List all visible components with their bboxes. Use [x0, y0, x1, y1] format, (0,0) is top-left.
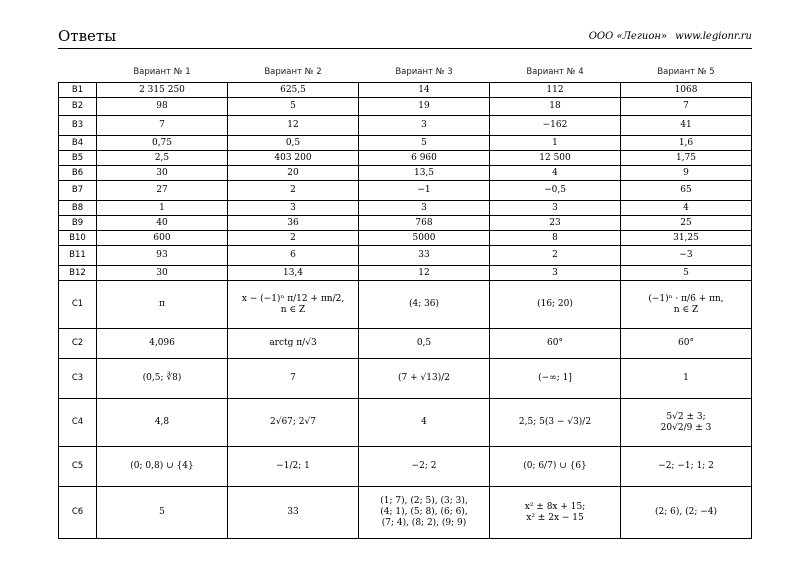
page-title: Ответы: [58, 27, 117, 45]
answer-cell: (1; 7), (2; 5), (3; 3), (4; 1), (5; 8), (6; 6), (7; 4), (8; 2), (9; 9): [359, 487, 490, 539]
answer-cell: (2; 6), (2; −4): [621, 487, 752, 539]
answer-cell: arctg π/√3: [228, 329, 359, 359]
table-row: [59, 359, 752, 399]
row-label: B6: [59, 166, 97, 181]
row-label: B2: [59, 98, 97, 116]
row-label: B9: [59, 216, 97, 231]
answer-cell: (0,5; ∛8): [97, 359, 228, 399]
table-row: [59, 98, 752, 116]
answer-cell: 4: [621, 201, 752, 216]
table-row: [59, 83, 752, 98]
answer-cell: (0; 6/7) ∪ {6}: [490, 447, 621, 487]
table-row: [59, 166, 752, 181]
answer-cell: 31,25: [621, 231, 752, 246]
row-label: C6: [59, 487, 97, 539]
row-label: C3: [59, 359, 97, 399]
answer-cell: (−1)ⁿ · π/6 + πn, n ∈ Z: [621, 281, 752, 329]
table-row: [59, 151, 752, 166]
answer-cell: 2: [490, 246, 621, 266]
answer-cell: 36: [228, 216, 359, 231]
row-label: C2: [59, 329, 97, 359]
answer-cell: (4; 36): [359, 281, 490, 329]
row-label: B4: [59, 136, 97, 151]
answer-cell: 5: [621, 266, 752, 281]
answer-cell: 2 315 250: [97, 83, 228, 98]
answer-cell: 5: [228, 98, 359, 116]
column-header: Вариант № 5: [621, 62, 752, 83]
answer-cell: 9: [621, 166, 752, 181]
answer-cell: 60°: [621, 329, 752, 359]
table-row: [59, 136, 752, 151]
answer-cell: 1,75: [621, 151, 752, 166]
answer-cell: −162: [490, 116, 621, 136]
answer-cell: 0,5: [228, 136, 359, 151]
answer-cell: 3: [228, 201, 359, 216]
answer-cell: 93: [97, 246, 228, 266]
table-row: [59, 216, 752, 231]
answer-cell: 1: [621, 359, 752, 399]
table-row: [59, 231, 752, 246]
answer-cell: 7: [97, 116, 228, 136]
row-label: B11: [59, 246, 97, 266]
table-row: [59, 329, 752, 359]
answer-cell: (−∞; 1]: [490, 359, 621, 399]
answer-cell: 5: [359, 136, 490, 151]
answer-cell: 12 500: [490, 151, 621, 166]
answer-cell: 1068: [621, 83, 752, 98]
answer-cell: −1: [359, 181, 490, 201]
answer-cell: 4: [359, 399, 490, 447]
answer-cell: 1: [97, 201, 228, 216]
answer-cell: 7: [228, 359, 359, 399]
header-corner: [59, 62, 97, 83]
answer-cell: 600: [97, 231, 228, 246]
answer-cell: −1/2; 1: [228, 447, 359, 487]
answer-cell: −0,5: [490, 181, 621, 201]
answer-cell: 4,096: [97, 329, 228, 359]
answer-cell: 20: [228, 166, 359, 181]
answer-cell: 13,4: [228, 266, 359, 281]
answer-cell: 60°: [490, 329, 621, 359]
answer-cell: x² ± 8x + 15; x² ± 2x − 15: [490, 487, 621, 539]
row-label: B12: [59, 266, 97, 281]
answer-cell: 25: [621, 216, 752, 231]
table-row: [59, 181, 752, 201]
row-label: B3: [59, 116, 97, 136]
table-row: [59, 201, 752, 216]
answer-cell: 2,5: [97, 151, 228, 166]
answer-cell: 33: [228, 487, 359, 539]
answer-cell: −2; −1; 1; 2: [621, 447, 752, 487]
table-row: [59, 246, 752, 266]
row-label: C5: [59, 447, 97, 487]
row-label: B5: [59, 151, 97, 166]
answer-cell: π: [97, 281, 228, 329]
answer-cell: 23: [490, 216, 621, 231]
publisher-name: ООО «Легион»: [588, 31, 668, 42]
answer-cell: 13,5: [359, 166, 490, 181]
answer-cell: 1,6: [621, 136, 752, 151]
answer-cell: 27: [97, 181, 228, 201]
row-label: B10: [59, 231, 97, 246]
answer-cell: x − (−1)ⁿ π/12 + πn/2, n ∈ Z: [228, 281, 359, 329]
row-label: B8: [59, 201, 97, 216]
answer-cell: 3: [359, 201, 490, 216]
answer-cell: 112: [490, 83, 621, 98]
table-row: [59, 399, 752, 447]
header-rule: [58, 48, 752, 49]
answer-cell: 4,8: [97, 399, 228, 447]
row-label: B1: [59, 83, 97, 98]
answer-cell: 7: [621, 98, 752, 116]
answer-cell: 768: [359, 216, 490, 231]
answer-cell: 3: [490, 266, 621, 281]
answer-cell: 4: [490, 166, 621, 181]
table-row: [59, 281, 752, 329]
answer-cell: 30: [97, 266, 228, 281]
row-label: C1: [59, 281, 97, 329]
answer-cell: 5: [97, 487, 228, 539]
answer-cell: 2: [228, 231, 359, 246]
answer-cell: 1: [490, 136, 621, 151]
answer-cell: 8: [490, 231, 621, 246]
answer-cell: 40: [97, 216, 228, 231]
row-label: C4: [59, 399, 97, 447]
answer-cell: 18: [490, 98, 621, 116]
answer-cell: 41: [621, 116, 752, 136]
column-header: Вариант № 1: [97, 62, 228, 83]
answer-cell: 6 960: [359, 151, 490, 166]
answer-cell: 6: [228, 246, 359, 266]
answer-cell: 3: [359, 116, 490, 136]
table-header-row: [59, 62, 752, 83]
answer-cell: 2: [228, 181, 359, 201]
answer-cell: (16; 20): [490, 281, 621, 329]
answer-cell: 2√67; 2√7: [228, 399, 359, 447]
answer-cell: 403 200: [228, 151, 359, 166]
column-header: Вариант № 2: [228, 62, 359, 83]
website-link[interactable]: www.legionr.ru: [675, 31, 752, 42]
row-label: B7: [59, 181, 97, 201]
answer-cell: 0,75: [97, 136, 228, 151]
publisher-info: [589, 31, 752, 42]
table-row: [59, 116, 752, 136]
answer-cell: 12: [359, 266, 490, 281]
answer-cell: −2; 2: [359, 447, 490, 487]
answer-cell: 33: [359, 246, 490, 266]
table-row: [59, 487, 752, 539]
column-header: Вариант № 3: [359, 62, 490, 83]
answer-cell: (0; 0,8) ∪ {4}: [97, 447, 228, 487]
table-row: [59, 447, 752, 487]
answer-cell: 2,5; 5(3 − √3)/2: [490, 399, 621, 447]
answer-cell: 12: [228, 116, 359, 136]
answers-table: [58, 62, 752, 539]
answer-cell: 65: [621, 181, 752, 201]
answer-cell: 30: [97, 166, 228, 181]
answer-cell: 14: [359, 83, 490, 98]
answer-cell: −3: [621, 246, 752, 266]
answer-cell: 5000: [359, 231, 490, 246]
answer-cell: 5√2 ± 3; 20√2/9 ± 3: [621, 399, 752, 447]
answer-cell: 3: [490, 201, 621, 216]
answer-cell: 0,5: [359, 329, 490, 359]
answer-cell: (7 + √13)/2: [359, 359, 490, 399]
table-row: [59, 266, 752, 281]
column-header: Вариант № 4: [490, 62, 621, 83]
answer-cell: 98: [97, 98, 228, 116]
answer-cell: 625,5: [228, 83, 359, 98]
answer-cell: 19: [359, 98, 490, 116]
